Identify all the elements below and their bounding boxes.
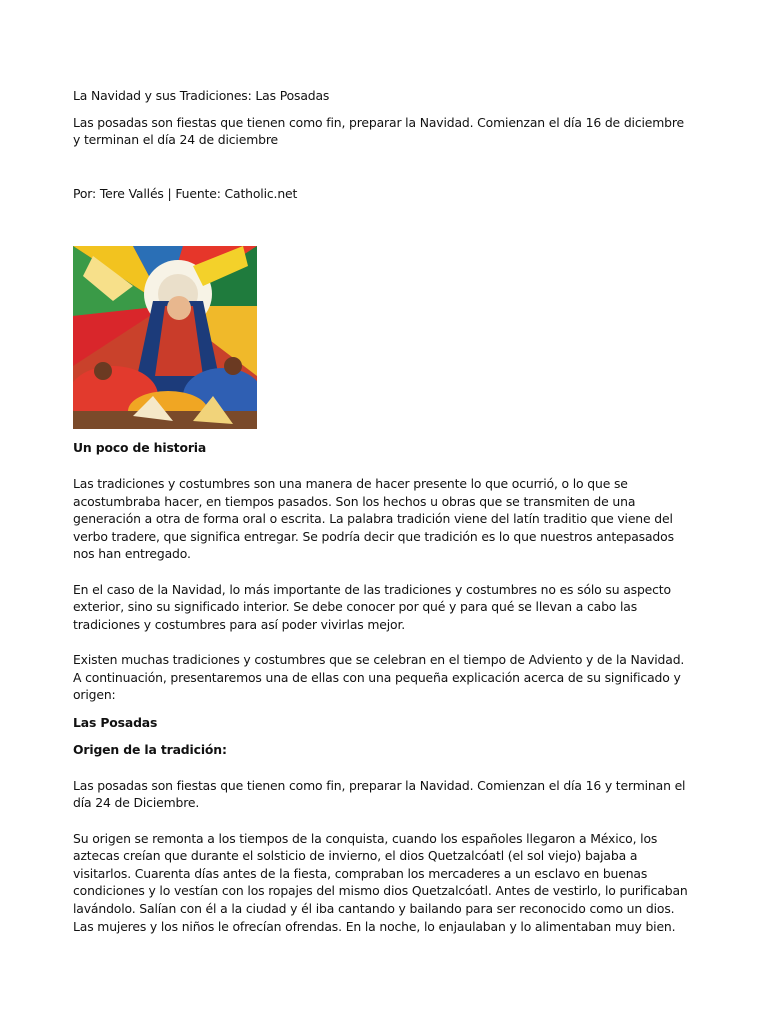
article-lead: Las posadas son fiestas que tienen como fin, preparar la Navidad. Comienzan el día 16 de diciembre y terminan el día 24 de diciembre — [73, 114, 685, 148]
section-heading-historia: Un poco de historia — [73, 440, 207, 456]
paragraph: A continuación, presentaremos una de ellas con una pequeña explicación acerca de su significado y origen: — [73, 669, 681, 703]
paragraph: En el caso de la Navidad, lo más importante de las tradiciones y costumbres no es sólo su aspecto exterior, sino su significado interior. Se debe conocer por qué y para qué se llevan a cabo las tradiciones y costumbres para así poder vivirlas mejor. — [73, 581, 671, 632]
article-body — [73, 87, 693, 935]
painting-illustration — [73, 246, 257, 429]
paragraph: Las tradiciones y costumbres son una manera de hacer presente lo que ocurrió, o lo que se acostumbraba hacer, en tiempos pasados. Son los hechos u obras que se transmiten de una generación a otra de forma oral o escrita. La palabra tradición viene del latín traditio que viene del verbo tradere, que significa entregar. Se podría decir que tradición es lo que nuestros antepasados nos han entregado. — [73, 475, 674, 562]
article-byline: Por: Tere Vallés | Fuente: Catholic.net — [73, 185, 298, 201]
paragraph: Existen muchas tradiciones y costumbres que se celebran en el tiempo de Adviento y de la Navidad. — [73, 651, 685, 667]
paragraph: Las posadas son fiestas que tienen como fin, preparar la Navidad. Comienzan el día 16 y terminan el día 24 de Diciembre. — [73, 777, 686, 811]
article-image — [73, 246, 257, 429]
section-heading-posadas: Las Posadas — [73, 714, 158, 730]
section-heading-origen: Origen de la tradición: — [73, 742, 227, 758]
article-title: La Navidad y sus Tradiciones: Las Posadas — [73, 88, 330, 103]
paragraph: Su origen se remonta a los tiempos de la conquista, cuando los españoles llegaron a México, los aztecas creían que durante el solsticio de invierno, el dios Quetzalcóatl (el sol viejo) bajaba a visitarlos. Cuarenta días antes de la fiesta, compraban los mercaderes a un esclavo en buenas condiciones y lo vestían con los ropajes del mismo dios Quetzalcóatl. Antes de vestirlo, lo purificaban lavándolo. Salían con él a la ciudad y él iba cantando y bailando para ser reconocido como un dios. Las mujeres y los niños le ofrecían ofrendas. En la noche, lo enjaulaban y lo alimentaban muy bien. — [73, 830, 688, 934]
